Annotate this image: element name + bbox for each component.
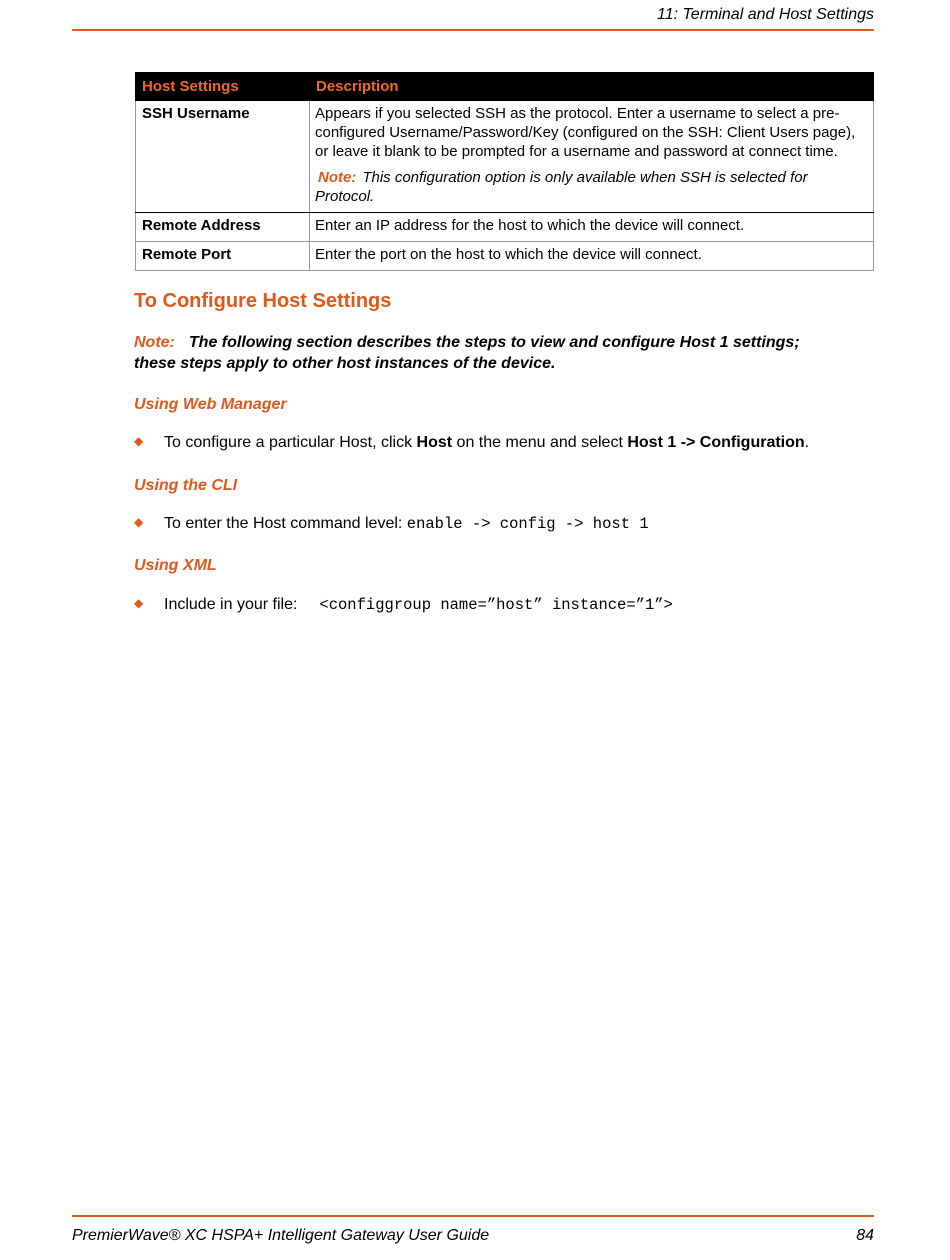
xml-step (134, 596, 673, 614)
web-manager-step (134, 434, 809, 452)
menu-host-configuration-label: Host 1 -> Configuration (627, 434, 805, 451)
setting-name: Remote Port (136, 242, 310, 271)
xml-title: Using XML (134, 557, 217, 574)
setting-name: SSH Username (136, 101, 310, 213)
setting-description: Enter the port on the host to which the device will connect. (310, 242, 874, 271)
setting-description: Enter an IP address for the host to which the device will connect. (310, 213, 874, 242)
section-note-label: Note: (134, 334, 175, 351)
cli-step (134, 515, 649, 533)
xml-code: <configgroup name=”host” instance=”1”> (319, 596, 673, 614)
setting-description-cell (310, 101, 874, 213)
step-text: To configure a particular Host, click (164, 434, 417, 451)
table-row (136, 101, 874, 213)
note-text: This configuration option is only available when SSH is selected for Protocol. (315, 169, 808, 205)
cli-title: Using the CLI (134, 477, 238, 494)
header-rule (72, 29, 874, 31)
bullet-diamond-icon: ◆ (134, 434, 144, 448)
footer-page-number: 84 (856, 1227, 874, 1244)
footer-rule (72, 1215, 874, 1217)
cli-command-code: enable -> config -> host 1 (406, 515, 649, 533)
note-label: Note: (318, 169, 357, 186)
section-note-text: The following section describes the steps to view and configure Host 1 settings; these steps apply to other host instances of the device. (134, 334, 800, 372)
bullet-diamond-icon: ◆ (134, 515, 144, 529)
setting-description: Appears if you selected SSH as the protocol. Enter a username to select a pre-configured Username/Password/Key (configured on the SSH: Client Users page), or leave it blank to be prompted for a username and password at connect time. (315, 105, 856, 160)
menu-host-label: Host (416, 434, 453, 451)
table-row (136, 213, 874, 242)
web-manager-title: Using Web Manager (134, 396, 287, 413)
section-note (134, 332, 834, 374)
header-chapter-title: 11: Terminal and Host Settings (656, 6, 874, 23)
step-text: To enter the Host command level: (164, 515, 407, 532)
footer-document-title: PremierWave® XC HSPA+ Intelligent Gateway User Guide (72, 1227, 490, 1244)
setting-note (315, 168, 867, 206)
table-row (136, 242, 874, 271)
table-header-description: Description (310, 73, 874, 101)
step-text: . (804, 434, 810, 451)
table-header-row (136, 73, 874, 101)
host-settings-table (135, 72, 874, 271)
setting-name: Remote Address (136, 213, 310, 242)
table-header-host-settings: Host Settings (136, 73, 310, 101)
section-title: To Configure Host Settings (134, 290, 392, 312)
bullet-diamond-icon: ◆ (134, 596, 144, 610)
step-text: on the menu and select (452, 434, 628, 451)
step-text: Include in your file: (164, 596, 298, 613)
